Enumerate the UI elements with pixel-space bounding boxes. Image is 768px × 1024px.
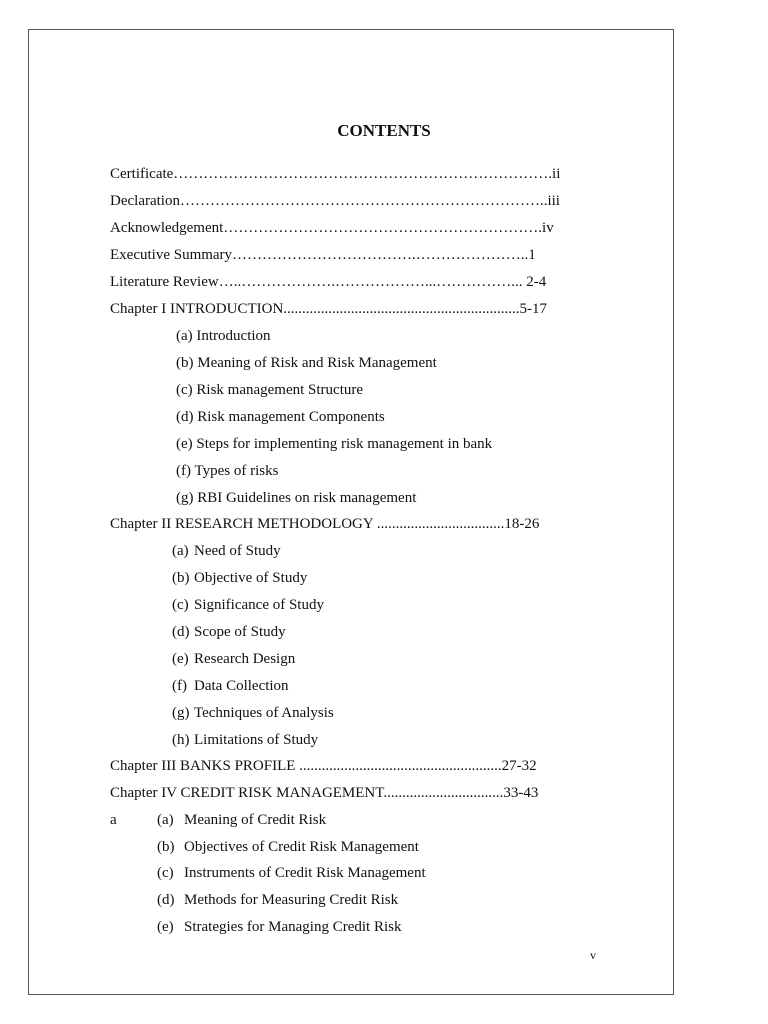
toc-entry-literature-review: Literature Review…..……………….………………...……………... 2-4 [110,274,547,290]
item-marker: (b) [157,839,175,855]
item-text: Research Design [194,651,296,667]
toc-subentry: (d) Risk management Components [176,409,385,425]
toc-subentry [157,811,326,829]
item-marker: (e) [157,919,174,935]
item-text: Data Collection [194,678,289,694]
toc-subentry [157,918,401,936]
toc-entry-chapter-4: Chapter IV CREDIT RISK MANAGEMENT................................33-43 [110,785,539,801]
toc-subentry [157,838,419,856]
toc-subentry [172,623,286,641]
toc-entry-certificate: Certificate………………………………………………………………….ii [110,166,561,182]
toc-subentry [172,569,307,587]
item-marker: (b) [172,570,190,586]
item-marker: (a) [172,543,189,559]
item-text: Instruments of Credit Risk Management [184,865,426,881]
page-title: CONTENTS [337,121,431,140]
toc-entry-chapter-1: Chapter I INTRODUCTION...............................................................5-17 [110,301,548,317]
item-marker: (c) [157,865,174,881]
item-text: Objective of Study [194,570,308,586]
toc-subentry: (c) Risk management Structure [176,382,364,398]
item-text: Scope of Study [194,624,286,640]
page-number: v [590,948,596,962]
toc-subentry [157,864,426,882]
toc-subentry [172,596,324,614]
toc-subentry [172,650,295,668]
item-marker: (c) [172,597,189,613]
toc-subentry: (g) RBI Guidelines on risk management [176,490,417,506]
item-text: Objectives of Credit Risk Management [184,839,419,855]
item-text: Meaning of Credit Risk [184,812,327,828]
toc-subentry [172,704,334,722]
toc-subentry [172,542,281,560]
toc-entry-chapter-3: Chapter III BANKS PROFILE ......................................................27-32 [110,758,537,774]
item-marker: (d) [157,892,175,908]
toc-subentry: (e) Steps for implementing risk management in bank [176,436,493,452]
toc-entry-acknowledgement: Acknowledgement……………………………………………………….iv [110,220,554,236]
item-marker: (a) [157,812,174,828]
toc-entry-chapter-2: Chapter II RESEARCH METHODOLOGY ..................................18-26 [110,516,540,532]
toc-subentry: (b) Meaning of Risk and Risk Management [176,355,437,371]
toc-subentry: (a) Introduction [176,328,271,344]
item-marker: (e) [172,651,189,667]
item-marker: (h) [172,732,190,748]
item-text: Need of Study [194,543,281,559]
toc-entry-executive-summary: Executive Summary……………………………….…………………..1 [110,247,536,263]
list-prefix-marker: a [110,812,117,828]
item-text: Significance of Study [194,597,324,613]
toc-entry-declaration: Declaration………………………………………………………………..iii [110,193,560,209]
toc-subentry [172,677,289,695]
item-text: Strategies for Managing Credit Risk [184,919,402,935]
item-marker: (d) [172,624,190,640]
item-text: Limitations of Study [194,732,319,748]
item-marker: (g) [172,705,190,721]
item-text: Techniques of Analysis [194,705,334,721]
item-marker: (f) [172,678,187,694]
item-text: Methods for Measuring Credit Risk [184,892,399,908]
toc-subentry: (f) Types of risks [176,463,279,479]
toc-subentry [157,891,398,909]
toc-subentry [172,731,318,749]
